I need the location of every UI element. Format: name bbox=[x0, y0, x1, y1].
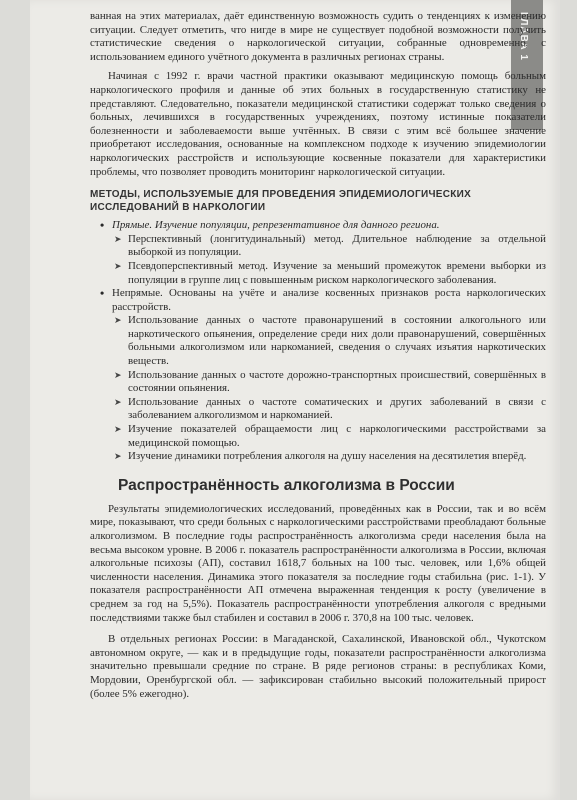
methods-heading: МЕТОДЫ, ИСПОЛЬЗУЕМЫЕ ДЛЯ ПРОВЕДЕНИЯ ЭПИДЕМИОЛОГИЧЕСКИХ ИССЛЕДОВАНИЙ В НАРКОЛОГИИ bbox=[90, 189, 472, 213]
method-direct-lead: Прямые. Изучение популяции, репрезентативное для данного региона. bbox=[112, 219, 440, 232]
direct-item-prospective: ➤ Перспективный (лонгитудинальный) метод. Длительное наблюдение за отдельной выборкой из популяции. bbox=[112, 233, 546, 260]
paragraph-1992: Начиная с 1992 г. врачи частной практики оказывают медицинскую помощь больным наркологического профиля и данные об этих больных в государственную статистику не представляют. Следовательно, показатели медицинской статистики содержат только сведения о больных, лечившихся в государственных учреждениях, поэтому истинные показатели болезненности и заболеваемости выше учтённых. В связи с этим всё большее значение приобретают исследования, основанные на комплексном подходе к изучению эпидемиологии наркологических расстройств и использующие косвенные показатели для характеристики проблемы, что позволяет проводить мониторинг наркологической ситуации. bbox=[90, 70, 546, 178]
indirect-item-offenses: ➤ Использование данных о частоте правонарушений в состоянии алкогольного или наркотического опьянения, определение среди них доли правонарушений, совершённых больными алкоголизмом или наркоманией, сведения о случаях изъятия наркотических веществ. bbox=[112, 314, 546, 368]
paragraph-regions: В отдельных регионах России: в Магаданской, Сахалинской, Ивановской обл., Чукотском автономном округе, — как и в предыдущие годы, показатели распространённости алкоголизма значительно превышали средние по стране. В ряде регионов страны: в республиках Коми, Мордовии, Оренбургской обл. — зафиксирован стабильно высокий положительный прирост (более 5% ежегодно). bbox=[90, 633, 546, 700]
methods-list bbox=[90, 219, 546, 464]
indirect-item-appeals: ➤ Изучение показателей обращаемости лиц с наркологическими расстройствами за медицинской помощью. bbox=[112, 423, 546, 450]
book-page bbox=[30, 0, 560, 800]
indirect-item-consumption: ➤ Изучение динамики потребления алкоголя на душу населения на десятилетия вперёд. bbox=[112, 450, 546, 464]
paragraph-results: Результаты эпидемиологических исследований, проведённых как в России, так и во всём мире, показывают, что среди больных с наркологическими расстройствами преобладают больные алкоголизмом. В последние годы распространённость алкоголизма среди населения была на весьма высоком уровне. В 2006 г. показатель распространённости алкоголизма в России, включая алкогольные психозы (АП), составил 1618,7 больных на 100 тыс. человек, или 1,6% общей численности населения. Динамика этого показателя за последние годы стабильна (рис. 1-1). У показателя распространённости АП отмечена выраженная тенденция к росту (увеличение в среднем за год на 5,5%). Показатель распространённости употребления алкоголя с вредными последствиями также был стабилен и составил в 2006 г. 370,8 на 100 тыс. человек. bbox=[90, 502, 546, 624]
method-indirect bbox=[90, 287, 546, 464]
direct-sublist bbox=[112, 233, 546, 287]
indirect-sublist bbox=[112, 314, 546, 464]
chapter-tab-label: ГЛАВА 1 bbox=[518, 12, 529, 61]
section-heading: Распространённость алкоголизма в России bbox=[118, 476, 455, 494]
paragraph-intro: ванная на этих материалах, даёт единственную возможность судить о тенденциях к изменению ситуации. Следует отметить, что нигде в мире не существует подобной возможности получить статистические сведения о наркологической ситуации, собранные одновременно, с использованием единого учётного документа в различных регионах страны. bbox=[90, 10, 546, 63]
direct-item-pseudoprospective: ➤ Псевдоперспективный метод. Изучение за меньший промежуток времени выборки из популяции в группе лиц с повышенным риском наркологического заболевания. bbox=[112, 260, 546, 287]
indirect-item-somatic: ➤ Использование данных о частоте соматических и других заболеваний в связи с заболеванием алкоголизмом и наркоманией. bbox=[112, 396, 546, 423]
method-indirect-lead: Непрямые. Основаны на учёте и анализе косвенных признаков роста наркологических расстройств. bbox=[112, 287, 546, 313]
indirect-item-traffic: ➤ Использование данных о частоте дорожно-транспортных происшествий, совершённых в состоянии опьянения. bbox=[112, 369, 546, 396]
method-direct bbox=[90, 219, 546, 287]
page-content bbox=[90, 10, 546, 701]
